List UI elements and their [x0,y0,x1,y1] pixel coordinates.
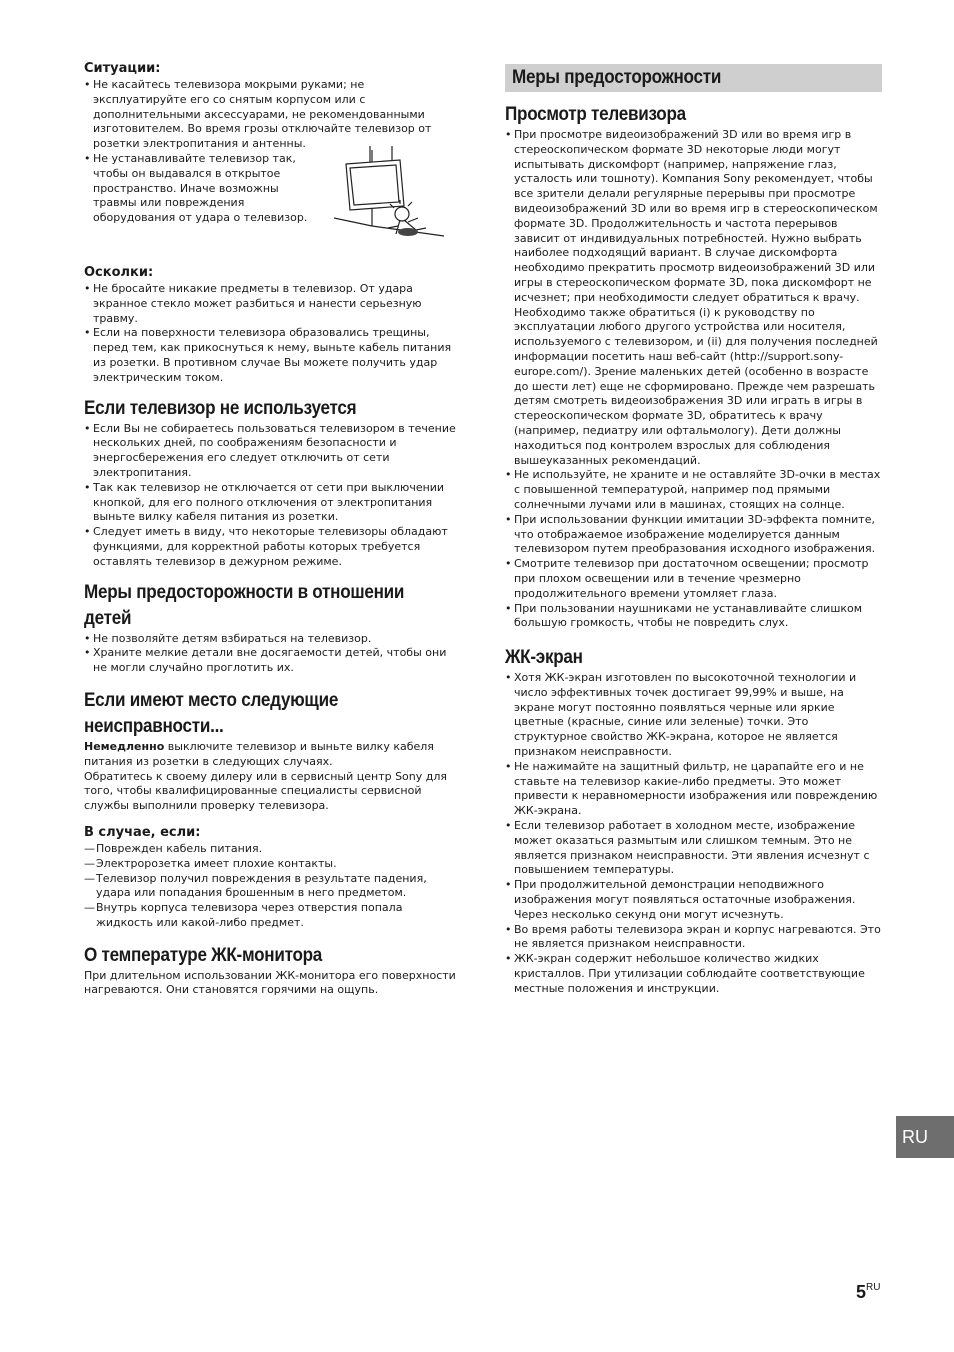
malfunction-para: Обратитесь к своему дилеру или в сервисный центр Sony для того, чтобы квалифицированные специалисты сервисной службы выполнили проверку телевизора. [84,769,448,813]
children-section [84,580,460,676]
lcd-section [505,645,882,997]
children-title-line1: Меры предосторожности в отношении [84,581,405,603]
list-item: • При использовании функции имитации 3D-эффекта помните, что отображаемое изображение моделируется данным телевизором путем преобразования исходного изображения. [505,513,882,557]
left-column [84,60,460,998]
not-used-title: Если телевизор не используется [84,397,357,419]
case-list [84,842,460,931]
shards-list [84,282,460,386]
list-item: • При пользовании наушниками не устанавливайте слишком большую громкость, чтобы не повредить слух. [505,602,882,632]
viewing-list [505,128,882,631]
section-band [505,64,882,92]
temperature-title: О температуре ЖК-монитора [84,944,323,966]
list-item: • Не используйте, не храните и не оставляйте 3D-очки в местах с повышенной температурой, например под прямыми солнечными лучами или в машинах, стоящих на солнце. [505,468,882,512]
temperature-text: При длительном использовании ЖК-монитора его поверхности нагреваются. Они становятся горячими на ощупь. [84,968,456,997]
list-item: — Телевизор получил повреждения в результате падения, удара или попадания брошенным в него предметом. [84,872,460,902]
list-item: • Во время работы телевизора экран и корпус нагреваются. Это не является признаком неисправности. [505,923,882,953]
situations-list-2 [84,152,320,226]
malfunction-title-line2: неисправности... [84,715,224,737]
list-item: • Хотя ЖК-экран изготовлен по высокоточной технологии и число эффективных точек достигает 99,99% и выше, на экране могут постоянно появляться черные или яркие цветные (красные, синие или зеленые) точки. Это структурное свойство ЖК-экрана, которое не является признаком неисправности. [505,671,882,760]
malfunction-lead [84,740,460,770]
list-item: — Электророзетка имеет плохие контакты. [84,857,460,872]
malfunction-title-line1: Если имеют место следующие [84,689,339,711]
list-item: • Не касайтесь телевизора мокрыми руками; не эксплуатируйте его со снятым корпусом или с дополнительными аксессуарами, не рекомендованными изготовителем. Во время грозы отключайте телевизор от розетки электропитания и антенны. [84,78,460,152]
page-number-suffix: RU [866,1282,881,1293]
lcd-list [505,671,882,997]
case-title: В случае, если: [84,824,201,840]
not-used-list [84,422,460,570]
list-item: — Поврежден кабель питания. [84,842,460,857]
viewing-section [505,102,882,631]
situations-list [84,78,460,152]
list-item: • Если Вы не собираетесь пользоваться телевизором в течение нескольких дней, по соображениям безопасности и энергосбережения его следует отключить от сети электропитания. [84,422,460,481]
temperature-section [84,943,460,999]
list-item: • Так как телевизор не отключается от сети при выключении кнопкой, для его полного отключения от электропитания выньте вилку кабеля питания из розетки. [84,481,460,525]
list-item: • При просмотре видеоизображений 3D или во время игр в стереоскопическом формате 3D некоторые люди могут испытывать дискомфорт (например, напряжение глаз, усталость или тошноту). Компания Sony рекомендует, чтобы все зрители делали регулярные перерывы при просмотре видеоизображений 3D или во время игр в стереоскопическом формате 3D. Продолжительность и частота перерывов зависит от индивидуальных потребностей. Нужно выбрать наиболее подходящий вариант. В случае дискомфорта необходимо прекратить просмотр видеоизображений 3D или игры в стереоскопическом формате 3D, пока дискомфорт не исчезнет; при необходимости следует обратиться к врачу. Необходимо также обратиться (i) к руководству по эксплуатации любого другого устройства или носителя, используемого с телевизором, и (ii) для получения последней информации посетить наш веб-сайт (http://support.sony-europe.com/). Зрение маленьких детей (особенно в возрасте до шести лет) еще не сформировано. Прежде чем разрешать детям смотреть видеоизображения 3D или играть в игры в стереоскопическом формате 3D, обратитесь к врачу (например, педиатру или офтальмологу). Дети должны находиться под контролем взрослых для соблюдения вышеуказанных рекомендаций. [505,128,882,468]
list-item: • Не устанавливайте телевизор так, чтобы он выдавался в открытое пространство. Иначе возможны травмы или повреждения оборудования от удара о телевизор. [84,152,320,226]
list-item: • Смотрите телевизор при достаточном освещении; просмотр при плохом освещении или в течение чрезмерно продолжительного времени утомляет глаза. [505,557,882,601]
viewing-title: Просмотр телевизора [505,104,686,125]
list-item: • При продолжительной демонстрации неподвижного изображения могут появляться остаточные изображения. Через несколько секунд они могут исчезнуть. [505,878,882,922]
list-item: • Следует иметь в виду, что некоторые телевизоры обладают функциями, для корректной работы которых требуется оставлять телевизор в дежурном режиме. [84,525,460,569]
situations-section [84,60,460,242]
children-title-line2: детей [84,607,132,629]
malfunction-section [84,688,460,931]
list-item: • Не нажимайте на защитный фильтр, не царапайте его и не ставьте на телевизор какие-либо предметы. Это может привести к неравномерности изображения или повреждению ЖК-экрана. [505,760,882,819]
situations-wrap [84,152,460,242]
children-list [84,632,460,676]
shards-title: Осколки: [84,264,154,280]
list-item: • Если телевизор работает в холодном месте, изображение может оказаться размытым или слишком темным. Это не является признаком неисправности. Эти явления исчезнут с повышением температуры. [505,819,882,878]
list-item: • Если на поверхности телевизора образовались трещины, перед тем, как прикоснуться к нему, выньте кабель питания из розетки. В противном случае Вы можете получить удар электрическим током. [84,326,460,385]
page-number [856,1282,880,1303]
list-item: • Не позволяйте детям взбираться на телевизор. [84,632,460,647]
list-item: • Храните мелкие детали вне досягаемости детей, чтобы они не могли случайно проглотить их. [84,646,460,676]
list-item: — Внутрь корпуса телевизора через отверстия попала жидкость или какой-либо предмет. [84,901,460,931]
page-number-value: 5 [856,1282,867,1302]
list-item: • ЖК-экран содержит небольшое количество жидких кристаллов. При утилизации соблюдайте соответствующие местные положения и инструкции. [505,952,882,996]
malfunction-lead-rest: выключите телевизор и выньте вилку кабеля питания из розетки в следующих случаях. [84,739,434,768]
lcd-title: ЖК-экран [505,647,583,669]
not-used-section [84,396,460,570]
malfunction-lead-bold: Немедленно [84,739,165,753]
tv-falling-illustration [334,146,446,242]
situations-title: Ситуации: [84,61,161,76]
list-item: • Не бросайте никакие предметы в телевизор. От удара экранное стекло может разбиться и нанести серьезную травму. [84,282,460,326]
language-tab: RU [896,1116,954,1158]
right-column [505,60,882,997]
band-title: Меры предосторожности [512,67,722,88]
shards-section [84,264,460,386]
